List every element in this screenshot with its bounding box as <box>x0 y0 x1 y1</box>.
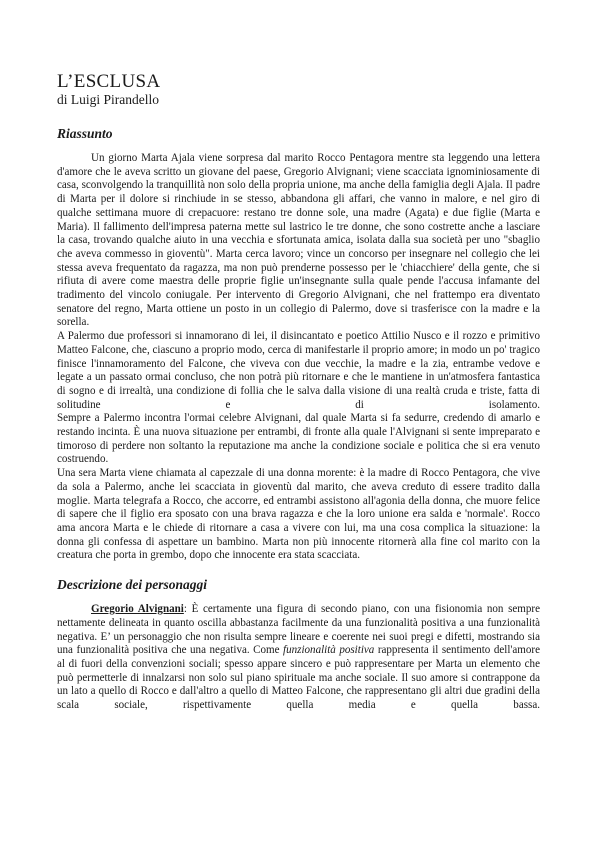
summary-paragraph: Una sera Marta viene chiamata al capezzale di una donna morente: è la madre di Rocco Pentagora, che vive da sola a Palermo, anche lei scacciata in gioventù dal marito, che aveva creduto di essere tradito dalla moglie. Marta telegrafa a Rocco, che accorre, ed entrambi assistono all'agonia della donna, che muore felice di sapere che il figlio era sposato con una brava ragazza e che la loro unione era salda e 'normale'. Rocco ama ancora Marta e le chiede di ritornare a casa a vivere con lui, ma una cosa complica la situazione: la donna gli confessa di aspettare un bambino. Marta non più innocente ritornerà alla fine col marito con la creatura che porta in grembo, dopo che innocente era stata scacciata. <box>57 467 540 562</box>
character-name-punct: : <box>183 603 187 616</box>
summary-paragraph: Sempre a Palermo incontra l'ormai celebre Alvignani, dal quale Marta si fa sedurre, credendo di amarlo e restando incinta. È una nuova situazione per entrambi, di fronte alla quale l'Alvignani si sente impreparato e timoroso di perdere non soltanto la reputazione ma anche la condizione sociale e politica che si era venuto costruendo. <box>57 412 540 466</box>
document-author: di Luigi Pirandello <box>57 92 159 107</box>
character-description-emphasis: funzionalità positiva <box>283 644 375 657</box>
characters-body <box>57 603 540 713</box>
character-name: Gregorio Alvignani <box>91 603 184 616</box>
summary-body <box>57 152 540 563</box>
summary-paragraph: Un giorno Marta Ajala viene sorpresa dal marito Rocco Pentagora mentre sta leggendo una lettera d'amore che le aveva scritto un giovane del paese, Gregorio Alvignani; viene scacciata ignominiosamente di casa, sconvolgendo la tranquillità non solo della propria unione, ma anche della famiglia degli Ajala. Il padre di Marta per il dolore si rinchiude in se stesso, abbandona gli affari, che vanno in malore, e nel giro di qualche settimana muore di crepacuore: restano tre donne sole, una madre (Agata) e due figlie (Marta e Maria). Il fallimento dell'impresa paterna mette sul lastrico le tre donne, che sono costrette anche a lasciare la casa, trovando qualche aiuto in una vecchia e sfortunata amica, isolata dalla sua società per uno "sbaglio che aveva commesso in gioventù". Marta cerca lavoro; vince un concorso per insegnare nel collegio che lei stessa aveva frequentato da ragazza, ma non può prenderne possesso per le 'chiacchiere' della gente, che si rifiuta di avere come maestra delle proprie figlie un'insegnante sulla quale pende l'accusa infamante del tradimento del vincolo coniugale. Per intervento di Gregorio Alvignani, che nel frattempo era diventato senatore del regno, Marta ottiene un posto in un collegio di Palermo, dove si trasferisce con la madre e la sorella. <box>57 152 540 329</box>
character-entry <box>57 603 540 713</box>
characters-heading: Descrizione dei personaggi <box>57 577 207 593</box>
summary-heading: Riassunto <box>57 126 113 141</box>
character-description-part: È certamente una figura di secondo piano, con una fisionomia non sempre nettamente delineata in quanto oscilla abbastanza facilmente da una funzionalità positiva a una funzionalità negativa. E’ un personaggio che non risulta sempre lineare e coerente nei suoi pregi e difetti, mostrando sia una funzionalità positiva che una negativa. Come <box>57 603 541 657</box>
character-description-part: rappresenta il sentimento dell'amore al di fuori della convenzioni sociali; spesso appare sincero e può rappresentare per Marta un elemento che può permetterle di innalzarsi non solo sul piano spirituale ma anche sociale. Il suo amore si contrappone da un lato a quello di Rocco e dall'altro a quello di Matteo Falcone, che rappresentano gli altri due gradini della scala sociale, rispettivamente quella media e quella bassa. <box>57 644 540 712</box>
summary-paragraph: A Palermo due professori si innamorano di lei, il disincantato e poetico Attilio Nusco e il rozzo e primitivo Matteo Falcone, che, ciascuno a proprio modo, cerca di manifestarle il proprio amore; in modo un po' tragico finisce l'innamoramento del Falcone, che viveva con due vecchie, la madre e la zia, entrambe vedove e legate a un passato ormai concluso, che non potrà più ritornare e che le mantiene in un'atmosfera fantastica di sogno e di irrealtà, una condizione di follia che le salva dalla visione di una realtà cruda e triste, fatta di solitudine e di isolamento. <box>57 330 540 411</box>
document-title: L’ESCLUSA <box>57 71 161 92</box>
